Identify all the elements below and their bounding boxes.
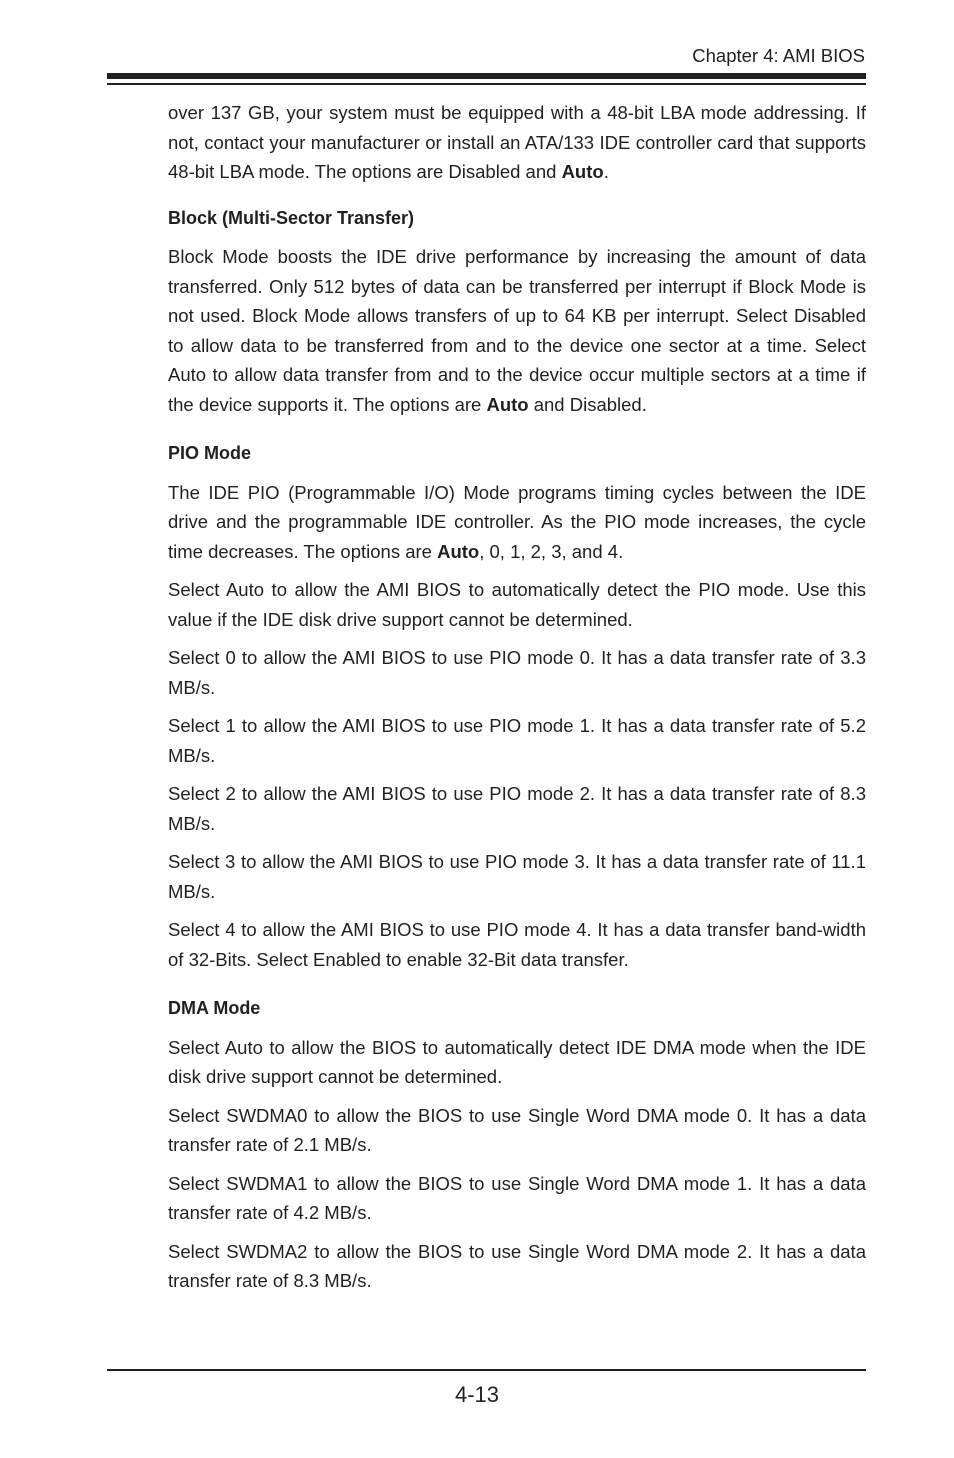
- pio-default-option: Auto: [437, 540, 480, 562]
- footer-rule: [107, 1369, 866, 1371]
- intro-default-option: Auto: [561, 161, 604, 182]
- pio-paragraph-4: Select 1 to allow the AMI BIOS to use PIO mode 1. It has a data transfer rate of 5.2 MB/s.: [168, 715, 866, 766]
- dma-paragraph-1: Select Auto to allow the BIOS to automatically detect IDE DMA mode when the IDE disk drive support cannot be determined.: [168, 1036, 866, 1087]
- pio-paragraph-3: Select 0 to allow the AMI BIOS to use PIO mode 0. It has a data transfer rate of 3.3 MB/s.: [168, 647, 866, 698]
- pio-paragraph-7: Select 4 to allow the AMI BIOS to use PIO mode 4. It has a data transfer band-width of 32-Bits. Select Enabled to enable 32-Bit data transfer.: [168, 919, 866, 970]
- block-paragraph: Block Mode boosts the IDE drive performance by increasing the amount of data transferred. Only 512 bytes of data can be transferred per interrupt if Block Mode is not used. Block Mode allows transfers of up to 64 KB per interrupt. Select Disabled to allow data to be transferred from and to the device one sector at a time. Select Auto to allow data transfer from and to the device occur multiple sectors at a time if the device supports it. The options are Auto and Disabled.: [168, 246, 866, 415]
- dma-heading: DMA Mode: [168, 998, 261, 1018]
- page-content: [168, 98, 866, 1305]
- block-default-option: Auto: [486, 393, 529, 415]
- pio-paragraph-1: The IDE PIO (Programmable I/O) Mode programs timing cycles between the IDE drive and the programmable IDE controller. As the PIO mode increases, the cycle time decreases. The options are Auto, 0, 1, 2, 3, and 4.: [168, 481, 866, 562]
- dma-paragraph-3: Select SWDMA1 to allow the BIOS to use Single Word DMA mode 1. It has a data transfer rate of 4.2 MB/s.: [168, 1172, 866, 1223]
- pio-paragraph-6: Select 3 to allow the AMI BIOS to use PIO mode 3. It has a data transfer rate of 11.1 MB/s.: [168, 851, 866, 902]
- running-header: Chapter 4: AMI BIOS: [692, 45, 865, 66]
- pio-heading: PIO Mode: [168, 443, 252, 463]
- block-heading: Block (Multi-Sector Transfer): [168, 207, 415, 228]
- header-rule-thick: [107, 73, 866, 79]
- pio-paragraph-5: Select 2 to allow the AMI BIOS to use PIO mode 2. It has a data transfer rate of 8.3 MB/s.: [168, 783, 866, 834]
- page-number: 4-13: [454, 1382, 500, 1407]
- pio-paragraph-2: Select Auto to allow the AMI BIOS to automatically detect the PIO mode. Use this value if the IDE disk drive support cannot be determined.: [168, 579, 866, 630]
- dma-paragraph-2: Select SWDMA0 to allow the BIOS to use Single Word DMA mode 0. It has a data transfer rate of 2.1 MB/s.: [168, 1104, 866, 1155]
- header-rule-thin: [107, 83, 866, 85]
- intro-paragraph: over 137 GB, your system must be equipped with a 48-bit LBA mode addressing. If not, contact your manufacturer or install an ATA/133 IDE controller card that supports 48-bit LBA mode. The options are Disabled and Auto.: [168, 102, 866, 182]
- dma-paragraph-4: Select SWDMA2 to allow the BIOS to use Single Word DMA mode 2. It has a data transfer rate of 8.3 MB/s.: [168, 1240, 866, 1291]
